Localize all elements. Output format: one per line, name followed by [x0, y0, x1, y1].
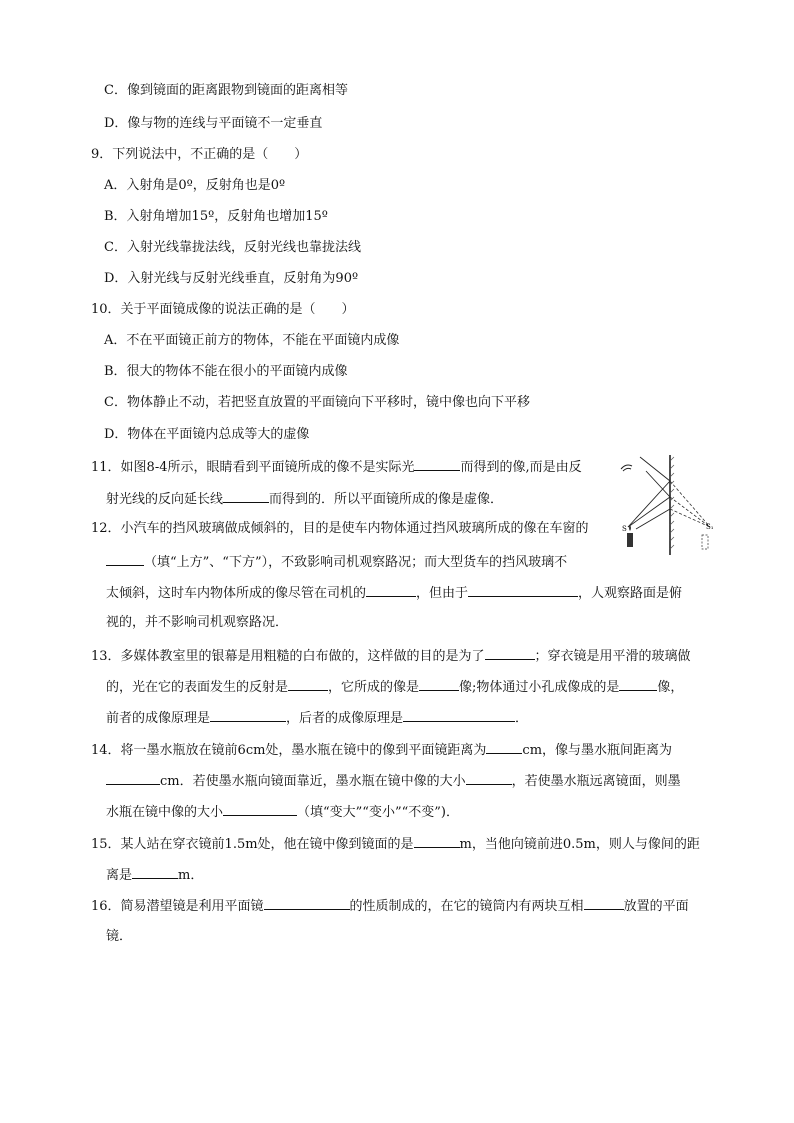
- q12-text-3c: ，人观察路面是俯: [578, 586, 683, 601]
- q12-line-3: [106, 583, 682, 603]
- q10-stem: 10．关于平面镜成像的说法正确的是（ ）: [91, 302, 355, 317]
- q16-line-1: [91, 896, 689, 916]
- q13-line-1: [91, 646, 691, 666]
- q13-text-2d: 像，: [657, 680, 684, 695]
- q12-text-3a: 太倾斜，这时车内物体所成的像尽管在司机的: [106, 586, 367, 601]
- q11-text-2b: 而得到的．所以平面镜所成的像是虚像．: [269, 492, 504, 507]
- q9-option-b: B．入射角增加15º，反射角也增加15º: [104, 209, 328, 224]
- q15-line-1: [91, 834, 700, 854]
- q8-option-d: D．像与物的连线与平面镜不一定垂直: [104, 116, 323, 131]
- q16-blank-2[interactable]: [584, 896, 624, 910]
- q14-blank-2[interactable]: [106, 771, 160, 785]
- q14-text-3a: 水瓶在镜中像的大小: [106, 805, 224, 820]
- q10-option-c: C．物体静止不动，若把竖直放置的平面镜向下平移时，镜中像也向下平移: [104, 395, 530, 410]
- q13-blank-6[interactable]: [403, 708, 515, 722]
- q13-text-1b: ；穿衣镜是用平滑的玻璃做: [534, 649, 691, 664]
- q13-text-2b: ，它所成的像是: [328, 680, 420, 695]
- q13-blank-5[interactable]: [210, 708, 286, 722]
- q14-line-3: [106, 802, 459, 822]
- object-candle-icon: [627, 533, 633, 547]
- q12-line-1: 12．小汽车的挡风玻璃做成倾斜的，目的是使车内物体通过挡风玻璃所成的像在车窗的: [91, 521, 589, 536]
- q16-text-1b: 的性质制成的，在它的镜筒内有两块互相: [349, 899, 584, 914]
- q16-line-2: 镜．: [106, 929, 133, 944]
- q11-text-1b: 而得到的像,而是由反: [460, 460, 582, 475]
- q15-text-2a: 离是: [106, 868, 133, 883]
- q15-blank-2[interactable]: [132, 865, 178, 879]
- q14-text-2b: cm．若使墨水瓶向镜面靠近，墨水瓶在镜中像的大小: [160, 774, 466, 789]
- q12-blank-1[interactable]: [106, 552, 144, 566]
- q13-text-3a: 前者的成像原理是: [106, 711, 211, 726]
- q12-line-4: 视的，并不影响司机观察路况．: [106, 615, 289, 630]
- incident-ray-1: [628, 481, 670, 527]
- q13-line-2: [106, 677, 683, 697]
- q11-text-2a: 射光线的反向延长线: [106, 492, 224, 507]
- q14-line-2: [106, 771, 681, 791]
- q13-blank-3[interactable]: [419, 677, 459, 691]
- label-s1: S₁: [706, 523, 714, 531]
- q15-text-2b: m．: [178, 868, 204, 883]
- q13-text-2a: 的，光在它的表面发生的反射是: [106, 680, 289, 695]
- q14-text-3b: （填“变大”“变小”“不变”)．: [297, 805, 459, 820]
- q14-text-1b: cm，像与墨水瓶间距离为: [522, 743, 673, 758]
- q12-text-3b: ，但由于: [416, 586, 469, 601]
- virtual-ray-1: [670, 481, 710, 527]
- q15-text-1a: 15．某人站在穿衣镜前1.5m处，他在镜中像到镜面的是: [91, 837, 414, 852]
- q12-blank-2[interactable]: [366, 583, 416, 597]
- q12-line-2: [106, 552, 567, 572]
- q13-blank-2[interactable]: [288, 677, 328, 691]
- q10-option-d: D．物体在平面镜内总成等大的虚像: [104, 427, 310, 442]
- q15-blank-1[interactable]: [414, 834, 460, 848]
- q8-option-c: C．像到镜面的距离跟物到镜面的距离相等: [104, 83, 348, 98]
- reflected-ray-1: [640, 457, 670, 481]
- q9-option-d: D．入射光线与反射光线垂直，反射角为90º: [104, 271, 359, 286]
- image-candle-icon: [702, 535, 708, 549]
- q11-line-1: [91, 457, 582, 477]
- q11-blank-1[interactable]: [414, 457, 460, 471]
- q15-line-2: [106, 865, 203, 885]
- eye-icon: [621, 465, 632, 471]
- q14-blank-1[interactable]: [486, 740, 522, 754]
- q16-text-1a: 16．简易潜望镜是利用平面镜: [91, 899, 264, 914]
- q13-blank-1[interactable]: [485, 646, 535, 660]
- reflected-ray-2: [646, 471, 670, 497]
- q12-blank-3[interactable]: [468, 583, 578, 597]
- q13-text-1a: 13．多媒体教室里的银幕是用粗糙的白布做的，这样做的目的是为了: [91, 649, 485, 664]
- q14-text-1a: 14．将一墨水瓶放在镜前6cm处，墨水瓶在镜中的像到平面镜距离为: [91, 743, 487, 758]
- mirror-reflection-figure: [618, 453, 716, 557]
- q11-text-1a: 11．如图8-4所示，眼睛看到平面镜所成的像不是实际光: [91, 460, 415, 475]
- incident-ray-2: [628, 497, 670, 527]
- q13-text-3b: ，后者的成像原理是: [286, 711, 404, 726]
- q15-text-1b: m，当他向镜前进0.5m，则人与像间的距: [459, 837, 700, 852]
- q11-blank-2[interactable]: [223, 489, 269, 503]
- q9-option-a: A．入射角是0º，反射角也是0º: [104, 178, 286, 193]
- virtual-ray-3: [670, 509, 710, 527]
- q14-blank-3[interactable]: [466, 771, 512, 785]
- q11-line-2: [106, 489, 503, 509]
- q14-blank-4[interactable]: [223, 802, 297, 816]
- q16-text-1c: 放置的平面: [623, 899, 689, 914]
- q16-blank-1[interactable]: [264, 896, 350, 910]
- q12-text-2b: （填“上方”、“下方”），不致影响司机观察路况；而大型货车的挡风玻璃不: [144, 555, 568, 570]
- q14-line-1: [91, 740, 672, 760]
- q10-option-b: B．很大的物体不能在很小的平面镜内成像: [104, 364, 348, 379]
- label-s: S: [622, 525, 627, 533]
- q13-blank-4[interactable]: [619, 677, 657, 691]
- q13-text-3c: ．: [515, 711, 529, 726]
- q14-text-2c: ，若使墨水瓶远离镜面，则墨: [511, 774, 681, 789]
- q9-option-c: C．入射光线靠拢法线，反射光线也靠拢法线: [104, 240, 361, 255]
- q13-text-2c: 像;物体通过小孔成像成的是: [459, 680, 620, 695]
- q13-line-3: [106, 708, 528, 728]
- q9-stem: 9．下列说法中，不正确的是（ ）: [91, 147, 308, 162]
- q10-option-a: A．不在平面镜正前方的物体，不能在平面镜内成像: [104, 333, 400, 348]
